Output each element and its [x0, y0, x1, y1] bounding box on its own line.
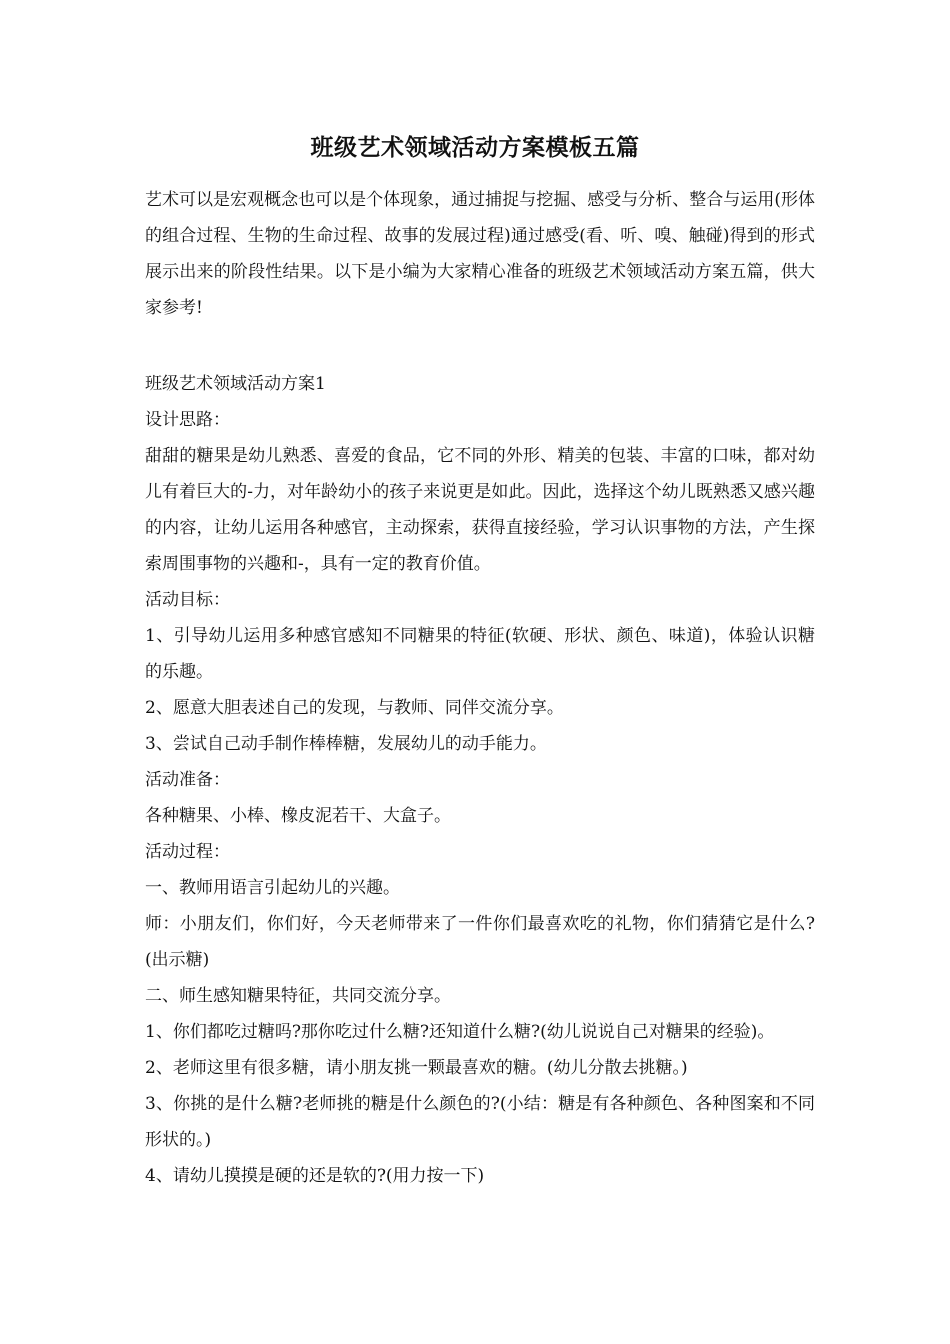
- document-title: 班级艺术领域活动方案模板五篇: [310, 134, 640, 161]
- goal-item: 1、引导幼儿运用多种感官感知不同糖果的特征(软硬、形状、颜色、味道)，体验认识糖的乐趣。: [145, 626, 815, 682]
- process-item: 3、你挑的是什么糖?老师挑的糖是什么颜色的?(小结：糖是有各种颜色、各种图案和不同形状的。): [145, 1094, 815, 1150]
- label-design-idea: 设计思路：: [145, 410, 230, 430]
- process-paragraph: 师：小朋友们，你们好，今天老师带来了一件你们最喜欢吃的礼物，你们猜猜它是什么?(出示糖): [145, 914, 815, 970]
- label-activity-prep: 活动准备：: [145, 770, 230, 790]
- label-activity-process: 活动过程：: [145, 842, 230, 862]
- design-idea-paragraph: 甜甜的糖果是幼儿熟悉、喜爱的食品，它不同的外形、精美的包装、丰富的口味，都对幼儿有着巨大的-力，对年龄幼小的孩子来说更是如此。因此，选择这个幼儿既熟悉又感兴趣的内容，让幼儿运用各种感官，主动探索，获得直接经验，学习认识事物的方法，产生探索周围事物的兴趣和-，具有一定的教育价值。: [145, 446, 815, 574]
- process-item: 1、你们都吃过糖吗?那你吃过什么糖?还知道什么糖?(幼儿说说自己对糖果的经验)。: [145, 1022, 775, 1042]
- section-heading: 班级艺术领域活动方案1: [145, 374, 326, 394]
- goal-item: 3、尝试自己动手制作棒棒糖，发展幼儿的动手能力。: [145, 734, 547, 754]
- document-body: [145, 182, 815, 1194]
- process-step-heading: 一、教师用语言引起幼儿的兴趣。: [145, 878, 400, 898]
- intro-paragraph: 艺术可以是宏观概念也可以是个体现象，通过捕捉与挖掘、感受与分析、整合与运用(形体的组合过程、生物的生命过程、故事的发展过程)通过感受(看、听、嗅、触碰)得到的形式展示出来的阶段性结果。以下是小编为大家精心准备的班级艺术领域活动方案五篇，供大家参考!: [145, 190, 815, 318]
- process-item: 2、老师这里有很多糖，请小朋友挑一颗最喜欢的糖。(幼儿分散去挑糖。): [145, 1058, 688, 1078]
- goal-item: 2、愿意大胆表述自己的发现，与教师、同伴交流分享。: [145, 698, 564, 718]
- process-item: 4、请幼儿摸摸是硬的还是软的?(用力按一下): [145, 1166, 485, 1186]
- prep-paragraph: 各种糖果、小棒、橡皮泥若干、大盒子。: [145, 806, 451, 826]
- process-step-heading: 二、师生感知糖果特征，共同交流分享。: [145, 986, 451, 1006]
- label-activity-goals: 活动目标：: [145, 590, 230, 610]
- section-spacer: [145, 326, 815, 366]
